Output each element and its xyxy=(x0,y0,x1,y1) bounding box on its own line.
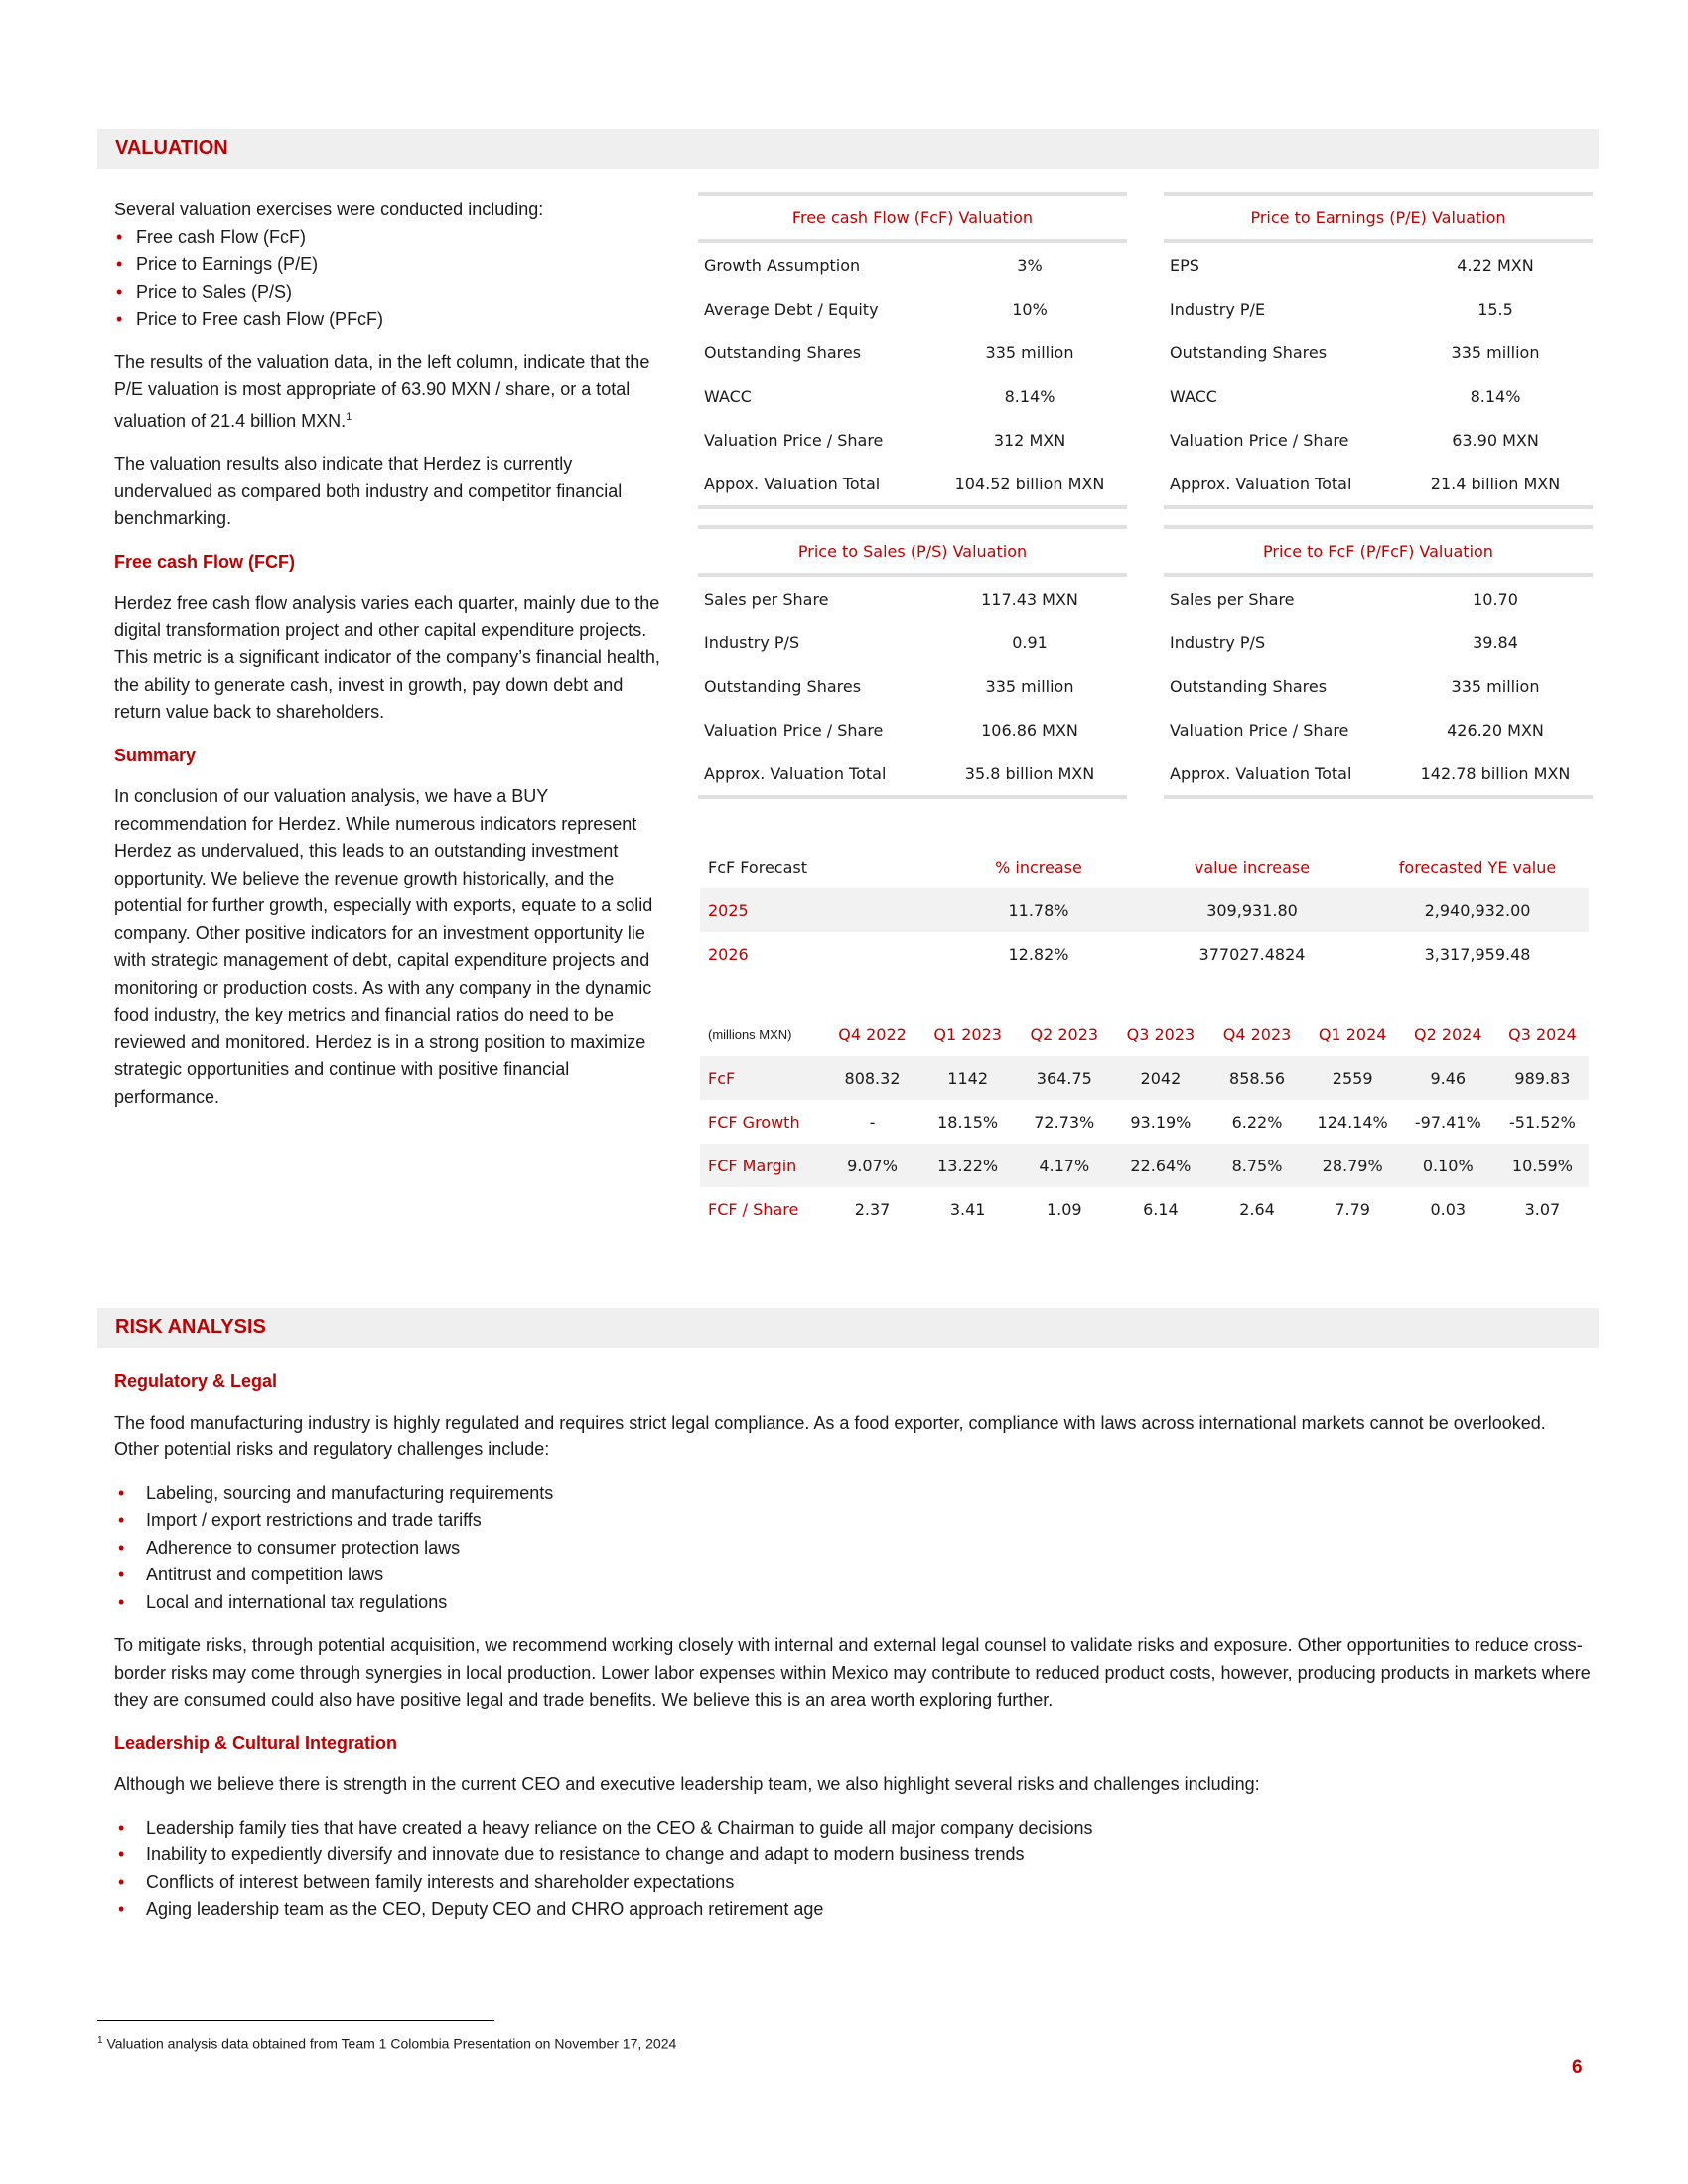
valuation-result-paragraph xyxy=(114,349,670,436)
row-value: 4.22 MXN xyxy=(1457,255,1534,275)
row-label: Sales per Share xyxy=(1170,589,1295,609)
table-row xyxy=(698,751,1127,799)
table-cell: 7.79 xyxy=(1335,1199,1370,1219)
table-row xyxy=(698,374,1127,418)
forecast-year: 2026 xyxy=(708,944,749,964)
row-value: 104.52 billion MXN xyxy=(954,474,1105,493)
footnote-divider xyxy=(97,2020,494,2021)
forecast-header: value increase xyxy=(1194,857,1311,877)
regulatory-paragraph: The food manufacturing industry is highly regulated and requires strict legal compliance. As a food exporter, compliance with laws across international markets cannot be overlooked. Other potential risks and regulatory challenges include: xyxy=(114,1412,1546,1459)
row-value: 8.14% xyxy=(1470,386,1521,406)
table-cell: 989.83 xyxy=(1514,1068,1571,1088)
row-label: Sales per Share xyxy=(704,589,829,609)
list-item: • Price to Free cash Flow (PFcF) xyxy=(114,306,670,334)
row-label: Valuation Price / Share xyxy=(704,720,884,740)
pe-valuation-title: Price to Earnings (P/E) Valuation xyxy=(1164,192,1593,243)
table-cell: 18.15% xyxy=(937,1112,999,1132)
quarter-header: Q1 2023 xyxy=(933,1024,1002,1044)
valuation-intro: Several valuation exercises were conducted including: xyxy=(114,200,544,219)
table-row xyxy=(698,620,1127,664)
row-value: 8.14% xyxy=(1004,386,1055,406)
row-value: 335 million xyxy=(1451,676,1540,696)
table-cell: 0.03 xyxy=(1430,1199,1467,1219)
quarter-header: Q3 2024 xyxy=(1508,1024,1577,1044)
table-cell: 93.19% xyxy=(1130,1112,1192,1132)
table-row xyxy=(698,243,1127,287)
list-item: • Aging leadership team as the CEO, Deputy CEO and CHRO approach retirement age xyxy=(114,1896,1594,1924)
table-cell: 6.22% xyxy=(1231,1112,1283,1132)
table-row xyxy=(1164,287,1593,331)
pfcf-valuation-table xyxy=(1164,525,1593,799)
table-cell: 72.73% xyxy=(1034,1112,1095,1132)
row-value: 335 million xyxy=(985,676,1074,696)
table-row xyxy=(1164,418,1593,462)
list-item: • Leadership family ties that have created a heavy reliance on the CEO & Chairman to guide all major company decisions xyxy=(114,1815,1594,1843)
quarter-header: Q2 2023 xyxy=(1030,1024,1099,1044)
row-value: 312 MXN xyxy=(993,430,1066,450)
regulatory-risk-list xyxy=(114,1480,1594,1617)
row-value: 15.5 xyxy=(1477,299,1513,319)
valuation-heading: VALUATION xyxy=(115,137,228,159)
table-cell: -97.41% xyxy=(1414,1112,1481,1132)
table-row xyxy=(698,462,1127,509)
list-item: • Antitrust and competition laws xyxy=(114,1562,1594,1589)
table-row xyxy=(1164,374,1593,418)
row-label: Outstanding Shares xyxy=(704,342,862,362)
fcf-valuation-title: Free cash Flow (FcF) Valuation xyxy=(698,192,1127,243)
table-cell: 1.09 xyxy=(1046,1199,1082,1219)
quarter-header: Q1 2024 xyxy=(1318,1024,1387,1044)
leadership-subheading: Leadership & Cultural Integration xyxy=(114,1732,398,1753)
table-cell: 4.17% xyxy=(1039,1156,1090,1175)
footnote-text: Valuation analysis data obtained from Team 1 Colombia Presentation on November 17, 2024 xyxy=(106,2035,677,2052)
pfcf-valuation-title: Price to FcF (P/FcF) Valuation xyxy=(1164,525,1593,577)
list-item: • Labeling, sourcing and manufacturing requirements xyxy=(114,1480,1594,1508)
row-label: Outstanding Shares xyxy=(1170,342,1328,362)
table-cell: -51.52% xyxy=(1509,1112,1576,1132)
table-cell: 2042 xyxy=(1140,1068,1182,1088)
table-cell: 3.41 xyxy=(949,1199,986,1219)
row-label: WACC xyxy=(704,386,752,406)
table-row xyxy=(1164,664,1593,708)
row-value: 0.91 xyxy=(1012,632,1048,652)
footnote xyxy=(97,2035,676,2052)
table-cell: 2.37 xyxy=(854,1199,891,1219)
forecast-year: 2025 xyxy=(708,900,749,920)
row-label: Valuation Price / Share xyxy=(1170,430,1349,450)
table-row xyxy=(700,1100,1589,1144)
forecast-header: forecasted YE value xyxy=(1398,857,1557,877)
row-value: 106.86 MXN xyxy=(981,720,1078,740)
table-cell: 10.59% xyxy=(1511,1156,1573,1175)
footnote-reference[interactable]: 1 xyxy=(346,410,352,423)
metric-label: FcF xyxy=(708,1068,736,1088)
list-item: • Import / export restrictions and trade tariffs xyxy=(114,1507,1594,1535)
undervalued-paragraph: The valuation results also indicate that Herdez is currently undervalued as compared both industry and competitor financial benchmarking. xyxy=(114,454,623,528)
table-row xyxy=(698,331,1127,374)
valuation-methods-list xyxy=(114,224,670,334)
table-cell: 28.79% xyxy=(1322,1156,1383,1175)
row-label: Approx. Valuation Total xyxy=(704,763,887,783)
unit-label: (millions MXN) xyxy=(708,1026,792,1042)
forecast-cell: 12.82% xyxy=(1008,944,1069,964)
table-cell: 2559 xyxy=(1332,1068,1373,1088)
valuation-result-text: The results of the valuation data, in the left column, indicate that the P/E valuation is most appropriate of 63.90 MXN / share, or a total valuation of 21.4 billion MXN. xyxy=(114,351,650,431)
summary-paragraph: In conclusion of our valuation analysis, we have a BUY recommendation for Herdez. While numerous indicators represent Herdez as undervalued, this leads to an outstanding investment opportunity. We believe the revenue growth historically, and the potential for further growth, especially with exports, equate to a solid company. Other positive indicators for an investment opportunity lie with strategic management of debt, capital expenditure projects and monitoring or production costs. As with any company in the dynamic food industry, the key metrics and financial ratios do need to be reviewed and monitored. Herdez is in a strong position to maximize strategic opportunities and continue with positive financial performance. xyxy=(114,786,653,1107)
risk-analysis-content xyxy=(114,1368,1594,1940)
row-label: Growth Assumption xyxy=(704,255,861,275)
row-label: Approx. Valuation Total xyxy=(1170,763,1352,783)
row-label: Industry P/S xyxy=(1170,632,1266,652)
table-header-row xyxy=(700,845,1589,888)
risk-heading: RISK ANALYSIS xyxy=(115,1316,266,1338)
quarter-header: Q2 2024 xyxy=(1413,1024,1482,1044)
table-row xyxy=(700,932,1589,976)
table-cell: 8.75% xyxy=(1231,1156,1283,1175)
row-label: Industry P/E xyxy=(1170,299,1266,319)
row-label: Outstanding Shares xyxy=(1170,676,1328,696)
valuation-text-column xyxy=(114,197,670,1127)
table-row xyxy=(1164,751,1593,799)
mitigation-paragraph: To mitigate risks, through potential acquisition, we recommend working closely with internal and external legal counsel to validate risks and exposure. Other opportunities to reduce cross-border risks may come through synergies in local production. Lower labor expenses within Mexico may contribute to reduced product costs, however, producing products in markets where they are consumed could also have positive legal and trade benefits. We believe this is an area worth exploring further. xyxy=(114,1635,1591,1709)
row-label: Industry P/S xyxy=(704,632,800,652)
table-row xyxy=(1164,620,1593,664)
row-value: 117.43 MXN xyxy=(981,589,1078,609)
quarter-header: Q3 2023 xyxy=(1126,1024,1196,1044)
table-cell: 13.22% xyxy=(937,1156,999,1175)
row-label: Outstanding Shares xyxy=(704,676,862,696)
table-row xyxy=(698,664,1127,708)
page-number: 6 xyxy=(1572,2057,1583,2078)
row-value: 335 million xyxy=(985,342,1074,362)
table-cell: 0.10% xyxy=(1422,1156,1474,1175)
table-cell: 124.14% xyxy=(1317,1112,1388,1132)
row-label: Valuation Price / Share xyxy=(704,430,884,450)
quarterly-fcf-table xyxy=(700,1013,1589,1231)
table-cell: 6.14 xyxy=(1143,1199,1179,1219)
table-cell: 9.46 xyxy=(1430,1068,1467,1088)
row-value: 426.20 MXN xyxy=(1447,720,1544,740)
table-row xyxy=(1164,577,1593,620)
table-cell: 364.75 xyxy=(1036,1068,1092,1088)
list-item: • Local and international tax regulations xyxy=(114,1589,1594,1617)
forecast-header: FcF Forecast xyxy=(708,857,807,877)
table-row xyxy=(700,1187,1589,1231)
metric-label: FCF Margin xyxy=(708,1156,797,1175)
forecast-cell: 377027.4824 xyxy=(1198,944,1306,964)
table-row xyxy=(1164,243,1593,287)
table-row xyxy=(698,708,1127,751)
list-item: • Inability to expediently diversify and innovate due to resistance to change and adapt to modern business trends xyxy=(114,1842,1594,1869)
row-value: 39.84 xyxy=(1473,632,1518,652)
summary-subheading: Summary xyxy=(114,745,197,765)
list-item: • Free cash Flow (FcF) xyxy=(114,224,670,252)
fcf-valuation-table xyxy=(698,192,1127,509)
valuation-section-header xyxy=(97,129,1599,169)
row-label: EPS xyxy=(1170,255,1199,275)
table-row xyxy=(1164,708,1593,751)
quarter-header: Q4 2022 xyxy=(838,1024,907,1044)
row-label: Valuation Price / Share xyxy=(1170,720,1349,740)
table-row xyxy=(1164,331,1593,374)
fcf-subheading: Free cash Flow (FCF) xyxy=(114,551,296,572)
list-item: • Price to Sales (P/S) xyxy=(114,279,670,307)
forecast-cell: 3,317,959.48 xyxy=(1424,944,1531,964)
row-label: WACC xyxy=(1170,386,1217,406)
list-item: • Conflicts of interest between family interests and shareholder expectations xyxy=(114,1869,1594,1897)
metric-label: FCF / Share xyxy=(708,1199,799,1219)
forecast-header: % increase xyxy=(995,857,1082,877)
row-value: 142.78 billion MXN xyxy=(1420,763,1571,783)
metric-label: FCF Growth xyxy=(708,1112,800,1132)
row-label: Appox. Valuation Total xyxy=(704,474,881,493)
quarter-header: Q4 2023 xyxy=(1222,1024,1292,1044)
row-label: Approx. Valuation Total xyxy=(1170,474,1352,493)
ps-valuation-table xyxy=(698,525,1127,799)
table-cell: 808.32 xyxy=(844,1068,901,1088)
row-value: 10% xyxy=(1012,299,1048,319)
table-row xyxy=(1164,462,1593,509)
leadership-risk-list xyxy=(114,1815,1594,1924)
table-row xyxy=(700,1144,1589,1187)
regulatory-subheading: Regulatory & Legal xyxy=(114,1371,278,1391)
footnote-mark: 1 xyxy=(97,2035,103,2046)
table-cell: - xyxy=(869,1112,876,1132)
row-value: 3% xyxy=(1017,255,1043,275)
table-row xyxy=(698,577,1127,620)
list-item: • Adherence to consumer protection laws xyxy=(114,1535,1594,1563)
row-value: 10.70 xyxy=(1473,589,1518,609)
ps-valuation-title: Price to Sales (P/S) Valuation xyxy=(698,525,1127,577)
table-row xyxy=(700,1056,1589,1100)
list-item: • Price to Earnings (P/E) xyxy=(114,251,670,279)
table-cell: 858.56 xyxy=(1229,1068,1285,1088)
forecast-cell: 309,931.80 xyxy=(1206,900,1298,920)
risk-section-header xyxy=(97,1308,1599,1348)
row-value: 63.90 MXN xyxy=(1452,430,1539,450)
leadership-paragraph: Although we believe there is strength in the current CEO and executive leadership team, we also highlight several risks and challenges including: xyxy=(114,1774,1260,1794)
fcf-forecast-table xyxy=(700,845,1589,976)
row-value: 21.4 billion MXN xyxy=(1430,474,1561,493)
table-header-row xyxy=(700,1013,1589,1056)
pe-valuation-table xyxy=(1164,192,1593,509)
forecast-cell: 2,940,932.00 xyxy=(1424,900,1531,920)
table-cell: 22.64% xyxy=(1130,1156,1192,1175)
fcf-paragraph: Herdez free cash flow analysis varies each quarter, mainly due to the digital transformation project and other capital expenditure projects. This metric is a significant indicator of the company’s financial health, the ability to generate cash, invest in growth, pay down debt and return value back to shareholders. xyxy=(114,593,660,722)
row-value: 335 million xyxy=(1451,342,1540,362)
table-row xyxy=(698,418,1127,462)
table-cell: 3.07 xyxy=(1524,1199,1561,1219)
table-cell: 1142 xyxy=(947,1068,988,1088)
forecast-cell: 11.78% xyxy=(1008,900,1069,920)
table-row xyxy=(698,287,1127,331)
row-value: 35.8 billion MXN xyxy=(964,763,1095,783)
table-cell: 2.64 xyxy=(1239,1199,1275,1219)
table-cell: 9.07% xyxy=(847,1156,898,1175)
row-label: Average Debt / Equity xyxy=(704,299,879,319)
table-row xyxy=(700,888,1589,932)
